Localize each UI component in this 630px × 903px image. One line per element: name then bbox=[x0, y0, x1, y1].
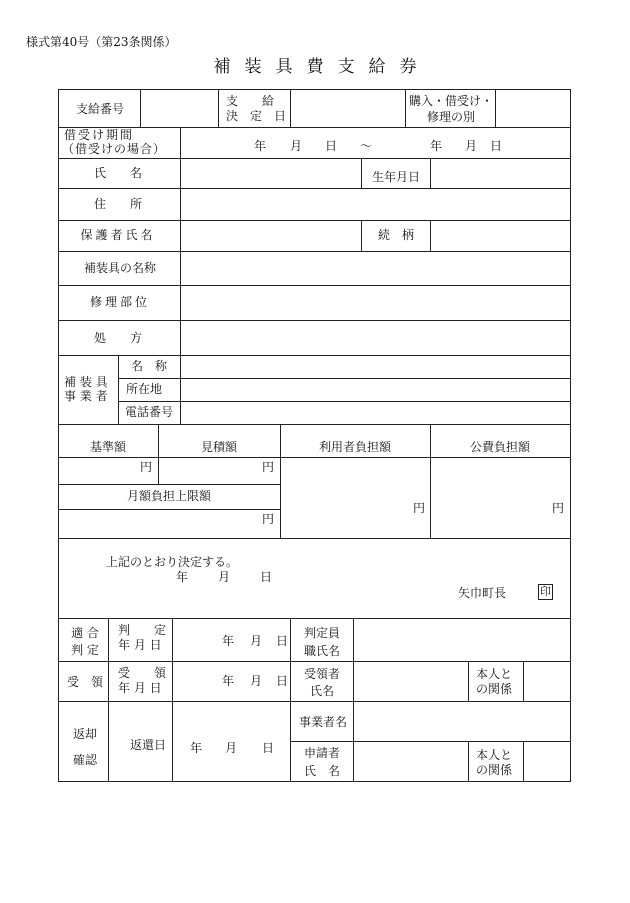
label-user-share: 利用者負担額 bbox=[318, 440, 392, 454]
label-estimate-amount: 見積額 bbox=[200, 440, 238, 454]
label-prescription: 処 方 bbox=[93, 331, 143, 345]
lease-day-1: 日 bbox=[325, 139, 338, 153]
lease-month-1: 月 bbox=[290, 139, 303, 153]
receipt-year: 年 bbox=[222, 674, 235, 688]
label-relation: 続 柄 bbox=[377, 228, 415, 242]
yen-estimate: 円 bbox=[262, 460, 275, 474]
label-applicant-1: 申請者 bbox=[304, 746, 341, 760]
label-vendor-1: 補 装 具 bbox=[64, 375, 108, 389]
label-return-relation-1: 本人と bbox=[476, 748, 513, 762]
lease-month-2: 月 bbox=[465, 139, 478, 153]
label-vendor-2: 事 業 者 bbox=[64, 389, 108, 403]
receipt-day: 日 bbox=[276, 674, 289, 688]
return-year: 年 bbox=[190, 741, 203, 755]
label-type-2: 修理の別 bbox=[426, 110, 476, 124]
label-payment-number: 支給番号 bbox=[75, 102, 125, 116]
label-lease-period-2: （借受けの場合） bbox=[62, 142, 167, 156]
judgment-month: 月 bbox=[250, 634, 263, 648]
label-receipt-relation-1: 本人と bbox=[476, 667, 513, 681]
receipt-month: 月 bbox=[250, 674, 263, 688]
label-device-name: 補装具の名称 bbox=[83, 261, 157, 275]
judgment-day: 日 bbox=[276, 634, 289, 648]
label-vendor-name-return: 事業者名 bbox=[299, 715, 348, 729]
label-receipt: 受 領 bbox=[66, 675, 104, 689]
label-vendor-location: 所在地 bbox=[125, 382, 163, 396]
decision-month: 月 bbox=[218, 570, 231, 584]
lease-year-1: 年 bbox=[254, 139, 267, 153]
lease-day-2: 日 bbox=[490, 139, 503, 153]
label-public-share: 公費負担額 bbox=[469, 440, 531, 454]
label-lease-period-1: 借受け期間 bbox=[64, 128, 135, 142]
form-number: 様式第40号（第23条関係） bbox=[26, 35, 177, 49]
label-decision-date-2: 決 定 日 bbox=[226, 109, 287, 123]
return-month: 月 bbox=[225, 741, 238, 755]
yen-base: 円 bbox=[140, 460, 153, 474]
seal-mark: 印 bbox=[540, 585, 551, 598]
label-return-1: 返却 bbox=[72, 727, 98, 741]
label-return-relation-2: の関係 bbox=[476, 763, 513, 777]
label-repair-part: 修理部位 bbox=[89, 295, 151, 309]
label-return-2: 確認 bbox=[72, 753, 98, 767]
label-vendor-name: 名 称 bbox=[130, 359, 168, 373]
label-return-date: 返還日 bbox=[130, 738, 167, 752]
label-decision-date-1: 支 給 bbox=[226, 94, 275, 108]
decision-year: 年 bbox=[176, 570, 189, 584]
label-officer-2: 職氏名 bbox=[304, 644, 341, 658]
label-receiver-1: 受領者 bbox=[304, 667, 341, 681]
return-day: 日 bbox=[262, 741, 275, 755]
label-suitability-1: 適 合 bbox=[71, 626, 99, 640]
label-receiver-2: 氏名 bbox=[310, 684, 335, 698]
label-birthdate: 生年月日 bbox=[371, 170, 421, 184]
label-officer-1: 判定員 bbox=[304, 626, 341, 640]
label-receipt-relation-2: の関係 bbox=[476, 682, 513, 696]
label-base-amount: 基準額 bbox=[89, 440, 127, 454]
label-vendor-phone: 電話番号 bbox=[124, 405, 174, 419]
label-applicant-2: 氏 名 bbox=[304, 764, 341, 778]
label-judgment-date-2: 年 月 日 bbox=[118, 638, 162, 652]
label-receipt-date-2: 年 月 日 bbox=[118, 681, 162, 695]
lease-tilde: ～ bbox=[360, 139, 373, 153]
yen-monthly-cap: 円 bbox=[262, 512, 275, 526]
label-address: 住 所 bbox=[93, 197, 143, 211]
label-monthly-cap: 月額負担上限額 bbox=[126, 489, 212, 503]
form-title: 補装具費支給券 bbox=[213, 57, 431, 77]
label-suitability-2: 判 定 bbox=[71, 643, 99, 657]
decision-text: 上記のとおり決定する。 bbox=[106, 555, 239, 569]
lease-year-2: 年 bbox=[430, 139, 443, 153]
label-guardian-name: 保護者氏名 bbox=[80, 228, 156, 242]
label-receipt-date-1: 受 領 bbox=[118, 666, 167, 680]
mayor-title: 矢巾町長 bbox=[458, 586, 507, 600]
judgment-year: 年 bbox=[222, 634, 235, 648]
label-name: 氏 名 bbox=[93, 166, 143, 180]
label-judgment-date-1: 判 定 bbox=[118, 623, 167, 637]
label-type-1: 購入・借受け・ bbox=[408, 94, 494, 108]
decision-day: 日 bbox=[260, 570, 273, 584]
yen-public-share: 円 bbox=[552, 501, 565, 515]
yen-user-share: 円 bbox=[413, 501, 426, 515]
